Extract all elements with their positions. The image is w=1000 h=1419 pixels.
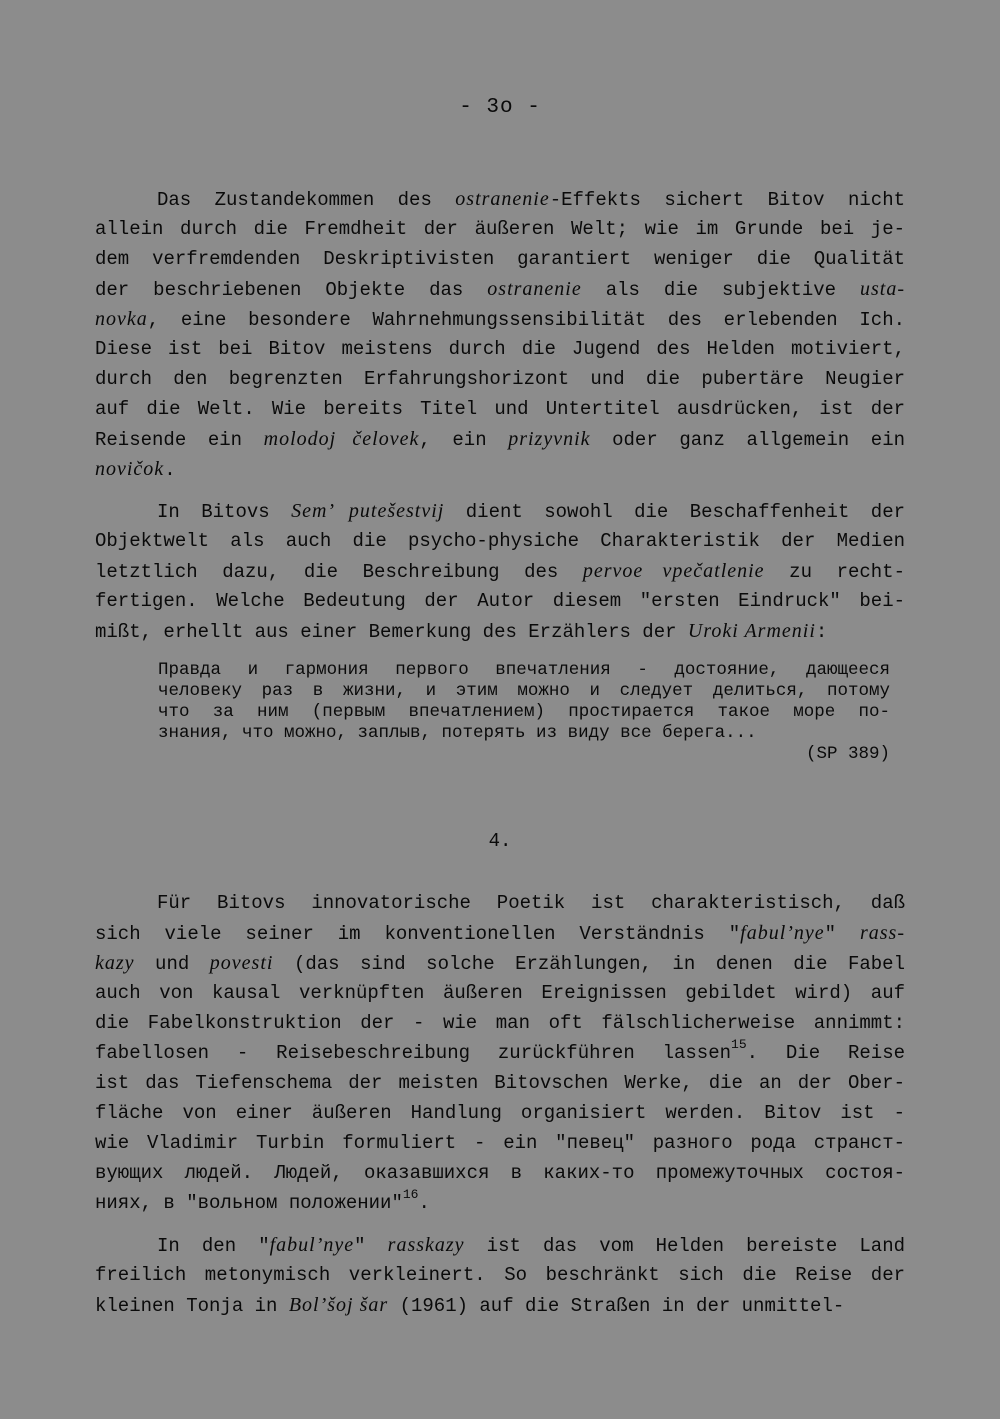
text-segment: -Effekts sichert Bitov nicht <box>549 189 905 211</box>
text-line <box>95 1068 905 1098</box>
italic-term: Sem’ putešestvij <box>291 500 445 522</box>
text-line <box>95 616 905 646</box>
italic-term: prizyvnik <box>508 428 591 450</box>
text-segment: Diese ist bei Bitov meistens durch die Jugend des Helden motiviert, <box>95 338 905 360</box>
italic-term: novka <box>95 308 148 330</box>
text-segment: ist das Tiefenschema der meisten Bitovschen Werke, die an der Ober- <box>95 1072 905 1094</box>
text-line <box>95 364 905 394</box>
text-line <box>95 424 905 454</box>
text-segment: . <box>418 1192 430 1214</box>
text-segment: auch von kausal verknüpften äußeren Ereignissen gebildet wird) auf <box>95 982 905 1004</box>
text-segment: вующих людей. Людей, оказавшихся в каких-то промежуточных состоя- <box>95 1162 905 1184</box>
text-line <box>95 918 905 948</box>
italic-term: fabul’nye <box>740 922 825 944</box>
text-line <box>95 948 905 978</box>
text-segment: durch den begrenzten Erfahrungshorizont und die pubertäre Neugier <box>95 368 905 390</box>
text-segment: In Bitovs <box>157 501 292 523</box>
text-segment: freilich metonymisch verkleinert. So beschränkt sich die Reise der <box>95 1264 905 1286</box>
paragraph-2 <box>95 496 905 646</box>
text-segment: Reisende ein <box>95 429 264 451</box>
text-line <box>95 496 905 526</box>
footnote-marker: 15 <box>731 1037 747 1052</box>
text-line <box>95 184 905 214</box>
text-segment: ist das vom Helden bereiste Land <box>464 1235 906 1257</box>
quote-line: человеку раз в жизни, и этим можно и следует делиться, потому <box>158 681 890 701</box>
text-segment: wie Vladimir Turbin formuliert - ein "певец" разного рода странст- <box>95 1132 905 1154</box>
text-segment: Objektwelt als auch die psycho-physiche Charakteristik der Medien <box>95 530 905 552</box>
footnote-marker: 16 <box>402 1187 419 1202</box>
text-segment: " <box>824 923 860 945</box>
text-line <box>95 394 905 424</box>
italic-term: rasskazy <box>387 1234 465 1256</box>
quote-line: что за ним (первым впечатлением) простирается такое море по- <box>158 702 890 722</box>
text-segment: , ein <box>419 429 509 451</box>
italic-term: kazy <box>95 952 135 974</box>
text-line <box>95 454 905 484</box>
block-quote <box>158 660 890 765</box>
text-segment: die Fabelkonstruktion der - wie man oft fälschlicherweise annimmt: <box>95 1012 905 1034</box>
text-segment: fertigen. Welche Bedeutung der Autor diesem "ersten Eindruck" bei- <box>95 590 905 612</box>
text-line <box>95 526 905 556</box>
paragraph-3 <box>95 888 905 1218</box>
text-segment: mißt, erhellt aus einer Bemerkung des Erzählers der <box>95 621 688 643</box>
text-line <box>95 1128 905 1158</box>
paragraph-4 <box>95 1230 905 1320</box>
italic-term: Bol’šoj šar <box>288 1294 389 1316</box>
text-segment: letztlich dazu, die Beschreibung des <box>95 561 583 583</box>
text-line <box>95 244 905 274</box>
text-segment: , eine besondere Wahrnehmungssensibilität des erlebenden Ich. <box>147 309 905 331</box>
text-line <box>95 1098 905 1128</box>
text-segment: Das Zustandekommen des <box>157 189 456 211</box>
text-segment: allein durch die Fremdheit der äußeren Welt; wie im Grunde bei je- <box>95 218 905 240</box>
text-segment: und <box>134 953 210 975</box>
text-line <box>95 556 905 586</box>
text-line <box>95 1008 905 1038</box>
italic-term: usta- <box>860 278 905 300</box>
text-segment: : <box>815 621 828 643</box>
italic-term: povesti <box>209 952 274 974</box>
text-line <box>95 1260 905 1290</box>
text-line <box>95 1188 905 1218</box>
text-segment: oder ganz allgemein ein <box>590 429 905 451</box>
text-segment: der beschriebenen Objekte das <box>95 279 488 301</box>
italic-term: ostranenie <box>487 278 582 300</box>
text-line <box>95 304 905 334</box>
text-line <box>95 334 905 364</box>
text-segment: ниях, в "вольном положении" <box>95 1192 403 1214</box>
italic-term: fabul’nye <box>269 1234 355 1256</box>
text-segment: dem verfremdenden Deskriptivisten garantiert weniger die Qualität <box>95 248 905 270</box>
italic-term: rass- <box>859 922 905 944</box>
text-line <box>95 1230 905 1260</box>
italic-term: pervoe vpečatlenie <box>582 560 765 582</box>
text-segment: (1961) auf die Straßen in der unmittel- <box>388 1295 845 1317</box>
italic-term: Uroki Armenii <box>687 620 816 642</box>
text-segment: Für Bitovs innovatorische Poetik ist charakteristisch, daß <box>157 892 905 914</box>
text-segment: zu recht- <box>764 561 905 583</box>
text-line <box>95 888 905 918</box>
text-line <box>95 978 905 1008</box>
page-number: - 3o - <box>459 96 541 119</box>
text-line <box>95 1290 905 1320</box>
text-segment: als die subjektive <box>581 279 860 301</box>
text-segment: fabellosen - Reisebeschreibung zurückführen lassen <box>95 1042 732 1064</box>
text-segment: (das sind solche Erzählungen, in denen die Fabel <box>273 953 905 975</box>
section-number: 4. <box>488 830 512 852</box>
text-line <box>95 214 905 244</box>
text-segment: . <box>164 459 176 481</box>
text-segment: sich viele seiner im konventionellen Verständnis " <box>95 923 741 945</box>
text-line <box>95 1158 905 1188</box>
text-line <box>95 1038 905 1068</box>
paragraph-1 <box>95 184 905 484</box>
text-segment: In den " <box>157 1235 270 1257</box>
text-segment: dient sowohl die Beschaffenheit der <box>444 501 906 523</box>
italic-term: molodoj čelovek <box>263 428 420 450</box>
text-segment: " <box>354 1235 388 1257</box>
italic-term: novičok <box>95 458 165 480</box>
text-line <box>95 274 905 304</box>
text-line <box>95 586 905 616</box>
text-segment: auf die Welt. Wie bereits Titel und Untertitel ausdrücken, ist der <box>95 398 905 420</box>
text-segment: fläche von einer äußeren Handlung organisiert werden. Bitov ist - <box>95 1102 905 1124</box>
quote-reference: (SP 389) <box>805 744 890 764</box>
quote-line: знания, что можно, заплыв, потерять из виду все берега... <box>158 723 757 743</box>
text-segment: . Die Reise <box>746 1042 906 1064</box>
italic-term: ostranenie <box>455 188 550 210</box>
text-segment: kleinen Tonja in <box>95 1295 289 1317</box>
quote-line: Правда и гармония первого впечатления - достояние, дающееся <box>158 660 890 680</box>
